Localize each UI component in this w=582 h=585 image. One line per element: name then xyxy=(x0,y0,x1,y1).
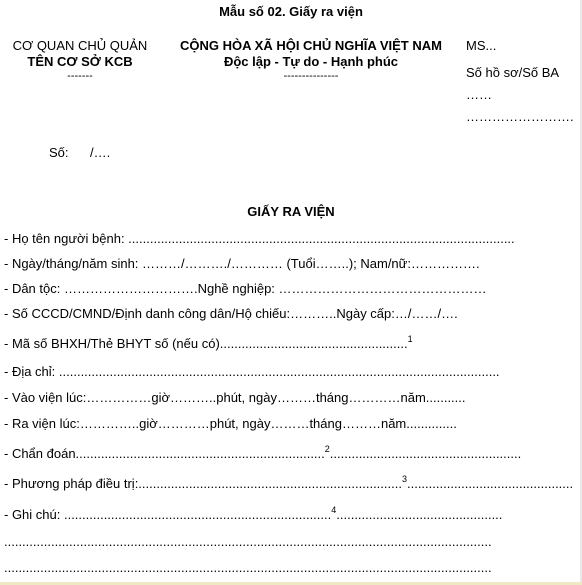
treatment-text: - Phương pháp điều trị:......................................................................... xyxy=(4,476,402,491)
document-number-label: Số: xyxy=(49,145,69,160)
ethnicity-occupation-field: - Dân tộc: ………………………….Nghề nghiệp: ………………………………………… xyxy=(4,281,487,296)
diagnosis-tail: ..................................................... xyxy=(329,446,522,461)
insurance-field xyxy=(4,336,413,351)
national-title: CỘNG HÒA XÃ HỘI CHỦ NGHĨA VIỆT NAM xyxy=(180,38,442,53)
footnote-4: 4 xyxy=(331,505,337,515)
left-header xyxy=(4,38,156,82)
address-field: - Địa chỉ: .......................................................................................................................... xyxy=(4,364,500,379)
center-header xyxy=(166,38,456,82)
blank-line-2: ....................................................................................................................................... xyxy=(4,560,492,575)
blank-line-1: ....................................................................................................................................... xyxy=(4,534,492,549)
left-divider: ------- xyxy=(67,70,93,82)
footnote-2: 2 xyxy=(324,444,330,454)
insurance-text: - Mã số BHXH/Thẻ BHYT số (nếu có).................................................... xyxy=(4,336,408,351)
footnote-3: 3 xyxy=(401,474,407,484)
discharge-field: - Ra viện lúc:…………..giờ…………phút, ngày………tháng………năm.............. xyxy=(4,416,457,431)
center-divider: --------------- xyxy=(283,70,339,82)
notes-tail: .............................................. xyxy=(336,507,503,522)
facility-name: TÊN CƠ SỞ KCB xyxy=(27,54,133,69)
admission-field: - Vào viện lúc:……………giờ………..phút, ngày………tháng…………năm........... xyxy=(4,390,466,405)
footnote-1: 1 xyxy=(407,334,413,344)
patient-name-field: - Họ tên người bệnh: ........................................................................................................... xyxy=(4,231,515,246)
id-number-field: - Số CCCD/CMND/Định danh công dân/Hộ chiếu:………..Ngày cấp:…/……/…. xyxy=(4,306,458,321)
national-motto: Độc lập - Tự do - Hạnh phúc xyxy=(223,54,399,69)
notes-text: - Ghi chú: .......................................................................... xyxy=(4,507,332,522)
agency-name: CƠ QUAN CHỦ QUẢN xyxy=(12,38,148,53)
dob-field: - Ngày/tháng/năm sinh: ………/………./………… (Tuổi……..); Nam/nữ:……………. xyxy=(4,256,480,271)
form-title: Mẫu số 02. Giấy ra viện xyxy=(219,4,363,19)
treatment-field xyxy=(4,474,574,491)
document-number-value: /…. xyxy=(90,145,111,160)
treatment-tail: .............................................. xyxy=(406,476,574,491)
document-title: GIẤY RA VIỆN xyxy=(247,204,335,219)
record-number-dots: …… xyxy=(466,87,492,102)
notes-field xyxy=(4,507,524,522)
record-number-label: Số hồ sơ/Số BA xyxy=(466,65,560,80)
form-code: MS... xyxy=(466,38,497,53)
diagnosis-field xyxy=(4,446,524,461)
diagnosis-text: - Chẩn đoán..................................................................... xyxy=(4,446,325,461)
record-number-dots-2: ……………………. xyxy=(466,109,574,124)
